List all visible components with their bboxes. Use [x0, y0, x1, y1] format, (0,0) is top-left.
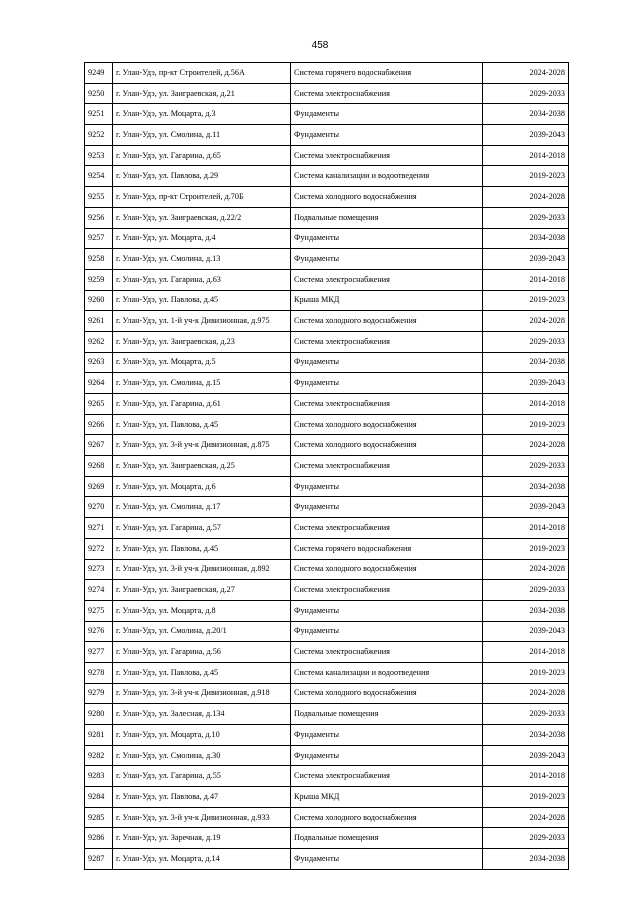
- address-cell: г. Улан-Удэ, ул. Моцарта, д.8: [113, 600, 291, 621]
- address-cell: г. Улан-Удэ, ул. Моцарта, д.6: [113, 476, 291, 497]
- system-cell: Система электроснабжения: [291, 394, 483, 415]
- row-number-cell: 9260: [85, 290, 113, 311]
- table-row: [85, 145, 569, 166]
- period-cell: 2039-2043: [483, 249, 569, 270]
- row-number-cell: 9250: [85, 83, 113, 104]
- row-number-cell: 9251: [85, 104, 113, 125]
- system-cell: Фундаменты: [291, 373, 483, 394]
- row-number-cell: 9270: [85, 497, 113, 518]
- row-number-cell: 9277: [85, 642, 113, 663]
- table-row: [85, 249, 569, 270]
- system-cell: Система горячего водоснабжения: [291, 538, 483, 559]
- table-row: [85, 849, 569, 870]
- period-cell: 2024-2028: [483, 559, 569, 580]
- row-number-cell: 9279: [85, 683, 113, 704]
- system-cell: Система холодного водоснабжения: [291, 683, 483, 704]
- address-cell: г. Улан-Удэ, ул. Смолина, д.30: [113, 745, 291, 766]
- system-cell: Фундаменты: [291, 352, 483, 373]
- address-cell: г. Улан-Удэ, ул. Гагарина, д.56: [113, 642, 291, 663]
- period-cell: 2034-2038: [483, 104, 569, 125]
- table-row: [85, 642, 569, 663]
- row-number-cell: 9267: [85, 435, 113, 456]
- table-row: [85, 538, 569, 559]
- period-cell: 2014-2018: [483, 766, 569, 787]
- row-number-cell: 9273: [85, 559, 113, 580]
- address-cell: г. Улан-Удэ, ул. Заиграевская, д.23: [113, 331, 291, 352]
- period-cell: 2029-2033: [483, 580, 569, 601]
- row-number-cell: 9256: [85, 207, 113, 228]
- address-cell: г. Улан-Удэ, ул. Смолина, д.15: [113, 373, 291, 394]
- system-cell: Фундаменты: [291, 600, 483, 621]
- system-cell: Фундаменты: [291, 621, 483, 642]
- period-cell: 2039-2043: [483, 621, 569, 642]
- period-cell: 2014-2018: [483, 642, 569, 663]
- row-number-cell: 9269: [85, 476, 113, 497]
- address-cell: г. Улан-Удэ, ул. Заиграевская, д.25: [113, 456, 291, 477]
- table-row: [85, 290, 569, 311]
- row-number-cell: 9280: [85, 704, 113, 725]
- row-number-cell: 9278: [85, 662, 113, 683]
- system-cell: Крыша МКД: [291, 290, 483, 311]
- system-cell: Фундаменты: [291, 125, 483, 146]
- address-cell: г. Улан-Удэ, ул. 1-й уч-к Дивизионная, д.975: [113, 311, 291, 332]
- period-cell: 2019-2023: [483, 414, 569, 435]
- row-number-cell: 9268: [85, 456, 113, 477]
- address-cell: г. Улан-Удэ, ул. Павлова, д.45: [113, 290, 291, 311]
- period-cell: 2019-2023: [483, 538, 569, 559]
- address-cell: г. Улан-Удэ, ул. Моцарта, д.5: [113, 352, 291, 373]
- period-cell: 2024-2028: [483, 435, 569, 456]
- system-cell: Система электроснабжения: [291, 642, 483, 663]
- system-cell: Фундаменты: [291, 476, 483, 497]
- address-cell: г. Улан-Удэ, ул. Заиграевская, д.21: [113, 83, 291, 104]
- row-number-cell: 9287: [85, 849, 113, 870]
- page-number: 458: [311, 40, 329, 51]
- period-cell: 2034-2038: [483, 476, 569, 497]
- table-row: [85, 476, 569, 497]
- period-cell: 2019-2023: [483, 166, 569, 187]
- address-cell: г. Улан-Удэ, ул. Моцарта, д.14: [113, 849, 291, 870]
- table-row: [85, 166, 569, 187]
- row-number-cell: 9252: [85, 125, 113, 146]
- period-cell: 2024-2028: [483, 63, 569, 84]
- address-cell: г. Улан-Удэ, ул. Павлова, д.47: [113, 787, 291, 808]
- address-cell: г. Улан-Удэ, ул. Заиграевская, д.27: [113, 580, 291, 601]
- address-cell: г. Улан-Удэ, ул. 3-й уч-к Дивизионная, д.933: [113, 807, 291, 828]
- table-row: [85, 104, 569, 125]
- address-cell: г. Улан-Удэ, ул. Гагарина, д.55: [113, 766, 291, 787]
- system-cell: Система электроснабжения: [291, 83, 483, 104]
- address-cell: г. Улан-Удэ, ул. Павлова, д.29: [113, 166, 291, 187]
- repair-schedule-table: [84, 62, 569, 870]
- period-cell: 2039-2043: [483, 745, 569, 766]
- system-cell: Фундаменты: [291, 725, 483, 746]
- row-number-cell: 9275: [85, 600, 113, 621]
- table-row: [85, 187, 569, 208]
- address-cell: г. Улан-Удэ, ул. Смолина, д.11: [113, 125, 291, 146]
- row-number-cell: 9253: [85, 145, 113, 166]
- table-row: [85, 373, 569, 394]
- system-cell: Фундаменты: [291, 497, 483, 518]
- table-row: [85, 435, 569, 456]
- row-number-cell: 9265: [85, 394, 113, 415]
- row-number-cell: 9262: [85, 331, 113, 352]
- period-cell: 2019-2023: [483, 662, 569, 683]
- period-cell: 2034-2038: [483, 600, 569, 621]
- address-cell: г. Улан-Удэ, ул. Павлова, д.45: [113, 538, 291, 559]
- row-number-cell: 9286: [85, 828, 113, 849]
- row-number-cell: 9272: [85, 538, 113, 559]
- table-row: [85, 207, 569, 228]
- address-cell: г. Улан-Удэ, ул. Заиграевская, д.22/2: [113, 207, 291, 228]
- system-cell: Фундаменты: [291, 104, 483, 125]
- row-number-cell: 9276: [85, 621, 113, 642]
- period-cell: 2034-2038: [483, 228, 569, 249]
- system-cell: Система холодного водоснабжения: [291, 807, 483, 828]
- table-row: [85, 704, 569, 725]
- row-number-cell: 9274: [85, 580, 113, 601]
- period-cell: 2014-2018: [483, 145, 569, 166]
- table-row: [85, 807, 569, 828]
- table-row: [85, 125, 569, 146]
- table-row: [85, 269, 569, 290]
- table-body: [85, 63, 569, 870]
- period-cell: 2014-2018: [483, 269, 569, 290]
- row-number-cell: 9249: [85, 63, 113, 84]
- address-cell: г. Улан-Удэ, ул. Смолина, д.13: [113, 249, 291, 270]
- period-cell: 2024-2028: [483, 683, 569, 704]
- table-row: [85, 331, 569, 352]
- address-cell: г. Улан-Удэ, ул. Смолина, д.17: [113, 497, 291, 518]
- system-cell: Система холодного водоснабжения: [291, 187, 483, 208]
- period-cell: 2034-2038: [483, 849, 569, 870]
- period-cell: 2039-2043: [483, 373, 569, 394]
- system-cell: Система электроснабжения: [291, 456, 483, 477]
- table-row: [85, 621, 569, 642]
- table-row: [85, 662, 569, 683]
- period-cell: 2019-2023: [483, 290, 569, 311]
- table-row: [85, 497, 569, 518]
- address-cell: г. Улан-Удэ, ул. Гагарина, д.63: [113, 269, 291, 290]
- system-cell: Система горячего водоснабжения: [291, 63, 483, 84]
- address-cell: г. Улан-Удэ, ул. 3-й уч-к Дивизионная, д.918: [113, 683, 291, 704]
- address-cell: г. Улан-Удэ, ул. Залесная, д.134: [113, 704, 291, 725]
- address-cell: г. Улан-Удэ, ул. Гагарина, д.57: [113, 518, 291, 539]
- table-row: [85, 766, 569, 787]
- row-number-cell: 9254: [85, 166, 113, 187]
- period-cell: 2029-2033: [483, 207, 569, 228]
- period-cell: 2014-2018: [483, 394, 569, 415]
- table-row: [85, 725, 569, 746]
- address-cell: г. Улан-Удэ, пр-кт Строителей, д.70Б: [113, 187, 291, 208]
- row-number-cell: 9266: [85, 414, 113, 435]
- address-cell: г. Улан-Удэ, ул. Павлова, д.45: [113, 662, 291, 683]
- period-cell: 2014-2018: [483, 518, 569, 539]
- row-number-cell: 9257: [85, 228, 113, 249]
- row-number-cell: 9281: [85, 725, 113, 746]
- address-cell: г. Улан-Удэ, ул. Моцарта, д.4: [113, 228, 291, 249]
- address-cell: г. Улан-Удэ, ул. Заречная, д.19: [113, 828, 291, 849]
- address-cell: г. Улан-Удэ, ул. 3-й уч-к Дивизионная, д.892: [113, 559, 291, 580]
- period-cell: 2024-2028: [483, 187, 569, 208]
- period-cell: 2034-2038: [483, 352, 569, 373]
- period-cell: 2029-2033: [483, 331, 569, 352]
- table-row: [85, 683, 569, 704]
- period-cell: 2019-2023: [483, 787, 569, 808]
- table-row: [85, 228, 569, 249]
- system-cell: Система электроснабжения: [291, 145, 483, 166]
- period-cell: 2024-2028: [483, 807, 569, 828]
- table-row: [85, 580, 569, 601]
- period-cell: 2034-2038: [483, 725, 569, 746]
- row-number-cell: 9284: [85, 787, 113, 808]
- period-cell: 2024-2028: [483, 311, 569, 332]
- address-cell: г. Улан-Удэ, ул. Павлова, д.45: [113, 414, 291, 435]
- system-cell: Подвальные помещения: [291, 828, 483, 849]
- period-cell: 2029-2033: [483, 828, 569, 849]
- system-cell: Система холодного водоснабжения: [291, 435, 483, 456]
- row-number-cell: 9264: [85, 373, 113, 394]
- system-cell: Система электроснабжения: [291, 580, 483, 601]
- row-number-cell: 9285: [85, 807, 113, 828]
- system-cell: Подвальные помещения: [291, 207, 483, 228]
- row-number-cell: 9261: [85, 311, 113, 332]
- table-row: [85, 518, 569, 539]
- table-row: [85, 63, 569, 84]
- row-number-cell: 9283: [85, 766, 113, 787]
- row-number-cell: 9271: [85, 518, 113, 539]
- table-row: [85, 394, 569, 415]
- system-cell: Система электроснабжения: [291, 766, 483, 787]
- system-cell: Фундаменты: [291, 228, 483, 249]
- system-cell: Система канализации и водоотведения: [291, 662, 483, 683]
- system-cell: Система холодного водоснабжения: [291, 559, 483, 580]
- row-number-cell: 9258: [85, 249, 113, 270]
- system-cell: Система электроснабжения: [291, 331, 483, 352]
- row-number-cell: 9259: [85, 269, 113, 290]
- system-cell: Система канализации и водоотведения: [291, 166, 483, 187]
- row-number-cell: 9255: [85, 187, 113, 208]
- table-row: [85, 311, 569, 332]
- address-cell: г. Улан-Удэ, ул. Гагарина, д.65: [113, 145, 291, 166]
- table-row: [85, 414, 569, 435]
- table-row: [85, 559, 569, 580]
- system-cell: Система холодного водоснабжения: [291, 414, 483, 435]
- table-row: [85, 787, 569, 808]
- address-cell: г. Улан-Удэ, ул. Моцарта, д.3: [113, 104, 291, 125]
- period-cell: 2029-2033: [483, 704, 569, 725]
- system-cell: Фундаменты: [291, 849, 483, 870]
- system-cell: Крыша МКД: [291, 787, 483, 808]
- system-cell: Фундаменты: [291, 745, 483, 766]
- table-row: [85, 352, 569, 373]
- table-row: [85, 83, 569, 104]
- system-cell: Система электроснабжения: [291, 269, 483, 290]
- system-cell: Система электроснабжения: [291, 518, 483, 539]
- period-cell: 2039-2043: [483, 125, 569, 146]
- address-cell: г. Улан-Удэ, пр-кт Строителей, д.56А: [113, 63, 291, 84]
- system-cell: Подвальные помещения: [291, 704, 483, 725]
- table-row: [85, 745, 569, 766]
- row-number-cell: 9263: [85, 352, 113, 373]
- system-cell: Система холодного водоснабжения: [291, 311, 483, 332]
- address-cell: г. Улан-Удэ, ул. Смолина, д.20/1: [113, 621, 291, 642]
- period-cell: 2039-2043: [483, 497, 569, 518]
- period-cell: 2029-2033: [483, 456, 569, 477]
- table-row: [85, 456, 569, 477]
- row-number-cell: 9282: [85, 745, 113, 766]
- system-cell: Фундаменты: [291, 249, 483, 270]
- table-row: [85, 828, 569, 849]
- period-cell: 2029-2033: [483, 83, 569, 104]
- address-cell: г. Улан-Удэ, ул. Моцарта, д.10: [113, 725, 291, 746]
- table-row: [85, 600, 569, 621]
- address-cell: г. Улан-Удэ, ул. Гагарина, д.61: [113, 394, 291, 415]
- address-cell: г. Улан-Удэ, ул. 3-й уч-к Дивизионная, д.875: [113, 435, 291, 456]
